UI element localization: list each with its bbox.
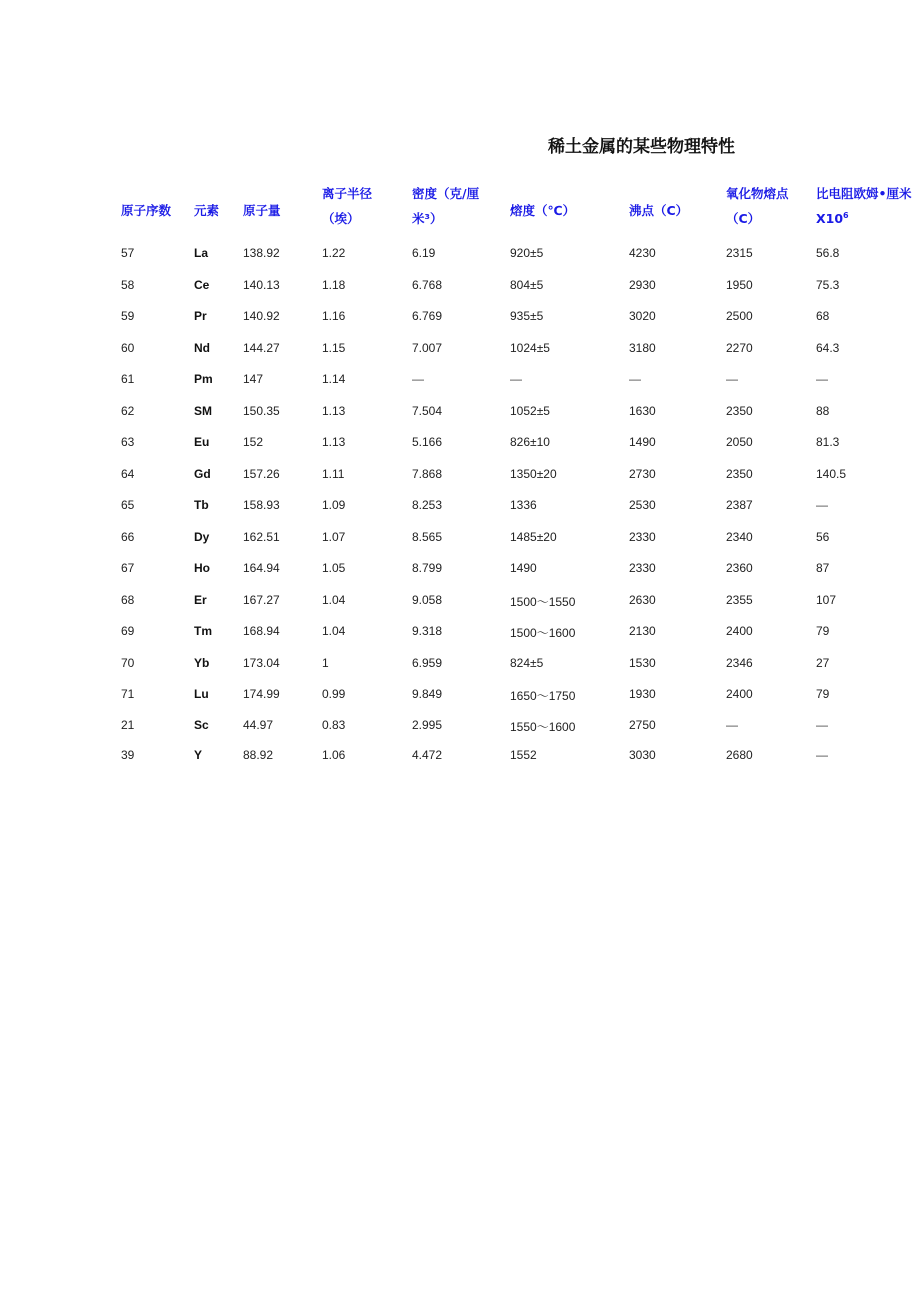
table-cell: 2680: [726, 748, 753, 762]
column-header-line: （C）: [726, 211, 761, 226]
table-cell: 2500: [726, 309, 753, 323]
table-cell: 2346: [726, 656, 753, 670]
table-cell: 824±5: [510, 656, 544, 670]
table-cell: —: [726, 718, 738, 732]
table-cell: 107: [816, 593, 837, 607]
table-cell: 70: [121, 656, 135, 670]
table-cell: —: [510, 372, 522, 386]
table-cell: 3030: [629, 748, 656, 762]
table-cell: 87: [816, 561, 830, 575]
column-header: [726, 181, 789, 231]
table-cell: 2750: [629, 718, 656, 732]
table-cell: 2387: [726, 498, 753, 512]
element-symbol-cell: Gd: [194, 467, 211, 481]
element-symbol-cell: Tm: [194, 624, 212, 638]
table-cell: 1.15: [322, 341, 346, 355]
table-cell: —: [726, 372, 738, 386]
table-cell: 68: [816, 309, 830, 323]
table-cell: 1.04: [322, 593, 346, 607]
table-cell: 2315: [726, 246, 753, 260]
column-header: [194, 198, 219, 223]
table-cell: 9.849: [412, 687, 443, 701]
column-header: [816, 181, 912, 231]
table-cell: 1550～1600: [510, 720, 576, 734]
table-cell: 804±5: [510, 278, 544, 292]
table-cell: 162.51: [243, 530, 280, 544]
column-header-line: 熔度（℃）: [510, 203, 576, 218]
table-cell: 2130: [629, 624, 656, 638]
table-cell: 7.868: [412, 467, 443, 481]
table-cell: 4.472: [412, 748, 443, 762]
table-cell: 6.959: [412, 656, 443, 670]
column-header-line: 原子量: [243, 203, 281, 218]
table-cell: 1.06: [322, 748, 346, 762]
table-cell: 1.16: [322, 309, 346, 323]
table-cell: 935±5: [510, 309, 544, 323]
table-cell: —: [816, 748, 828, 762]
table-cell: 69: [121, 624, 135, 638]
element-symbol-cell: Tb: [194, 498, 209, 512]
table-cell: 168.94: [243, 624, 280, 638]
table-cell: 9.058: [412, 593, 443, 607]
table-cell: 88: [816, 404, 830, 418]
table-cell: 88.92: [243, 748, 274, 762]
table-cell: 2050: [726, 435, 753, 449]
table-cell: 4230: [629, 246, 656, 260]
table-cell: 150.35: [243, 404, 280, 418]
table-cell: 1950: [726, 278, 753, 292]
table-cell: 0.99: [322, 687, 346, 701]
table-cell: 1485±20: [510, 530, 557, 544]
table-cell: 1500～1550: [510, 595, 576, 609]
table-cell: 6.768: [412, 278, 443, 292]
table-cell: 2355: [726, 593, 753, 607]
table-cell: 3020: [629, 309, 656, 323]
table-cell: 58: [121, 278, 135, 292]
table-cell: 6.19: [412, 246, 436, 260]
table-cell: 2930: [629, 278, 656, 292]
table-cell: 9.318: [412, 624, 443, 638]
table-cell: 0.83: [322, 718, 346, 732]
table-cell: 2730: [629, 467, 656, 481]
table-cell: 2400: [726, 687, 753, 701]
table-cell: 75.3: [816, 278, 840, 292]
table-cell: 1.11: [322, 467, 345, 481]
element-symbol-cell: SM: [194, 404, 212, 418]
table-cell: 1052±5: [510, 404, 550, 418]
table-cell: 63: [121, 435, 135, 449]
table-cell: 1.22: [322, 246, 346, 260]
table-cell: 79: [816, 624, 830, 638]
table-cell: 7.007: [412, 341, 443, 355]
element-symbol-cell: Er: [194, 593, 207, 607]
table-cell: 1650～1750: [510, 689, 576, 703]
table-cell: 1552: [510, 748, 537, 762]
element-symbol-cell: Eu: [194, 435, 210, 449]
table-cell: 60: [121, 341, 135, 355]
column-header-line: $X10^6$: [816, 210, 849, 226]
table-cell: 1.07: [322, 530, 346, 544]
table-cell: 67: [121, 561, 135, 575]
table-cell: 1490: [510, 561, 537, 575]
column-header-superscript: 6: [843, 210, 849, 220]
table-cell: 59: [121, 309, 135, 323]
table-cell: 2.995: [412, 718, 443, 732]
column-header-line: 沸点（C）: [629, 203, 689, 218]
column-header-line: 元素: [194, 203, 220, 218]
column-header-line: 原子序数: [121, 203, 172, 218]
table-cell: 140.5: [816, 467, 847, 481]
element-symbol-cell: Yb: [194, 656, 210, 670]
element-symbol-cell: Dy: [194, 530, 210, 544]
table-cell: —: [412, 372, 424, 386]
table-cell: —: [816, 498, 828, 512]
table-cell: 6.769: [412, 309, 443, 323]
column-header-line: 米³）: [412, 211, 443, 226]
column-header: [121, 198, 171, 223]
table-cell: 158.93: [243, 498, 280, 512]
table-cell: 3180: [629, 341, 656, 355]
column-header: [412, 181, 479, 231]
column-header-line: 比电阻欧姆•厘米: [816, 186, 912, 201]
element-symbol-cell: Lu: [194, 687, 209, 701]
table-cell: 138.92: [243, 246, 280, 260]
table-cell: 1024±5: [510, 341, 550, 355]
table-cell: 71: [121, 687, 135, 701]
table-cell: 8.253: [412, 498, 443, 512]
table-cell: 64.3: [816, 341, 840, 355]
table-cell: 2400: [726, 624, 753, 638]
page-title: 稀土金属的某些物理特性: [548, 137, 735, 157]
table-cell: 174.99: [243, 687, 280, 701]
table-cell: 79: [816, 687, 830, 701]
table-cell: 65: [121, 498, 135, 512]
table-cell: 5.166: [412, 435, 443, 449]
table-cell: —: [816, 718, 828, 732]
table-cell: 2270: [726, 341, 753, 355]
table-cell: 173.04: [243, 656, 280, 670]
table-cell: 44.97: [243, 718, 274, 732]
table-cell: 1350±20: [510, 467, 557, 481]
table-cell: 157.26: [243, 467, 280, 481]
table-cell: 2530: [629, 498, 656, 512]
column-header-line: 离子半径: [322, 186, 373, 201]
table-cell: 1.13: [322, 435, 346, 449]
table-cell: 66: [121, 530, 135, 544]
table-cell: 57: [121, 246, 135, 260]
table-cell: 2350: [726, 467, 753, 481]
table-cell: 1500～1600: [510, 626, 576, 640]
table-cell: 1630: [629, 404, 656, 418]
table-cell: 1490: [629, 435, 656, 449]
column-header-line: 密度（克/厘: [412, 186, 480, 201]
table-cell: 2330: [629, 561, 656, 575]
column-header: [243, 198, 281, 223]
column-header: [510, 198, 575, 223]
table-cell: 167.27: [243, 593, 280, 607]
table-cell: 1.09: [322, 498, 346, 512]
table-cell: 164.94: [243, 561, 280, 575]
table-cell: 8.565: [412, 530, 443, 544]
table-cell: 81.3: [816, 435, 840, 449]
table-cell: 1: [322, 656, 329, 670]
table-cell: 1.14: [322, 372, 346, 386]
table-cell: 147: [243, 372, 264, 386]
table-cell: 56: [816, 530, 830, 544]
table-cell: 1.18: [322, 278, 346, 292]
table-cell: 68: [121, 593, 135, 607]
table-cell: 2340: [726, 530, 753, 544]
table-cell: —: [629, 372, 641, 386]
element-symbol-cell: Pr: [194, 309, 207, 323]
table-cell: 56.8: [816, 246, 840, 260]
element-symbol-cell: Ce: [194, 278, 210, 292]
element-symbol-cell: Pm: [194, 372, 213, 386]
table-cell: 2360: [726, 561, 753, 575]
table-cell: 140.92: [243, 309, 280, 323]
table-cell: 39: [121, 748, 135, 762]
table-cell: 1336: [510, 498, 537, 512]
table-cell: 140.13: [243, 278, 280, 292]
column-header: [322, 181, 372, 231]
element-symbol-cell: La: [194, 246, 209, 260]
table-cell: 1.13: [322, 404, 346, 418]
table-cell: 27: [816, 656, 830, 670]
table-cell: 152: [243, 435, 264, 449]
table-cell: 62: [121, 404, 135, 418]
element-symbol-cell: Nd: [194, 341, 210, 355]
element-symbol-cell: Ho: [194, 561, 210, 575]
table-cell: 2630: [629, 593, 656, 607]
table-cell: 1530: [629, 656, 656, 670]
table-cell: 1930: [629, 687, 656, 701]
table-cell: 920±5: [510, 246, 544, 260]
table-cell: 144.27: [243, 341, 280, 355]
column-header-line: 氧化物熔点: [726, 186, 789, 201]
table-cell: 1.04: [322, 624, 346, 638]
element-symbol-cell: Y: [194, 748, 203, 762]
element-symbol-cell: Sc: [194, 718, 209, 732]
column-header: [629, 198, 688, 223]
column-header-line: （埃）: [322, 211, 360, 226]
table-cell: 8.799: [412, 561, 443, 575]
table-cell: 64: [121, 467, 135, 481]
table-cell: 2350: [726, 404, 753, 418]
table-cell: 826±10: [510, 435, 550, 449]
table-cell: 7.504: [412, 404, 443, 418]
table-cell: 21: [121, 718, 135, 732]
table-cell: 61: [121, 372, 135, 386]
table-cell: —: [816, 372, 828, 386]
table-cell: 2330: [629, 530, 656, 544]
table-cell: 1.05: [322, 561, 346, 575]
